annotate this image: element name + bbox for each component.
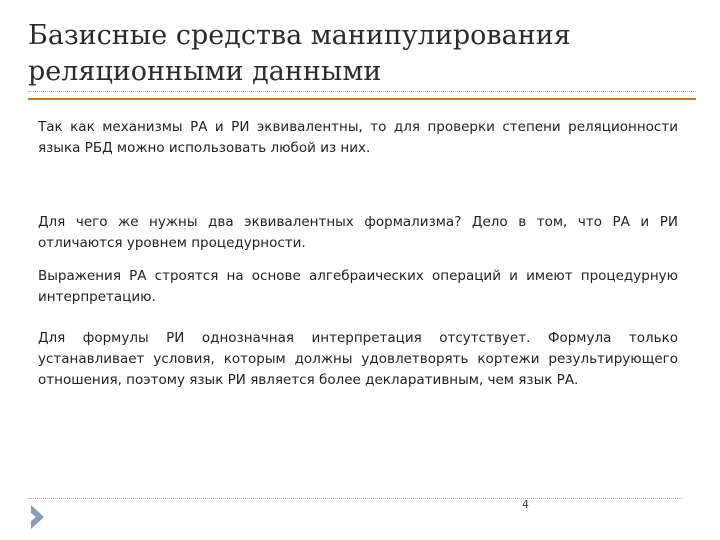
footer-divider — [28, 498, 682, 499]
paragraph-equivalence: Так как механизмы РА и РИ эквивалентны, то для проверки степени реляционности языка РБД можно использовать любой из них. — [38, 119, 678, 156]
slide-body — [38, 117, 678, 391]
chevron-right-icon — [30, 504, 46, 530]
page-number: 4 — [522, 498, 529, 511]
title-divider-accent — [28, 98, 696, 100]
paragraph-why-two-formalisms: Для чего же нужны два эквивалентных формализма? Дело в том, что РА и РИ отличаются уровнем процедурности. — [38, 214, 678, 251]
paragraph-ra-expressions: Выражения РА строятся на основе алгебраических операций и имеют процедурную интерпретацию. — [38, 268, 678, 305]
paragraph-ri-formula: Для формулы РИ однозначная интерпретация отсутствует. Формула только устанавливает условия, которым должны удовлетворять кортежи результирующего отношения, поэтому язык РИ является более декларативным, чем язык РА. — [38, 330, 678, 388]
title-divider-dotted — [28, 91, 696, 92]
slide-title: Базисные средства манипулирования реляционными данными — [28, 20, 571, 87]
